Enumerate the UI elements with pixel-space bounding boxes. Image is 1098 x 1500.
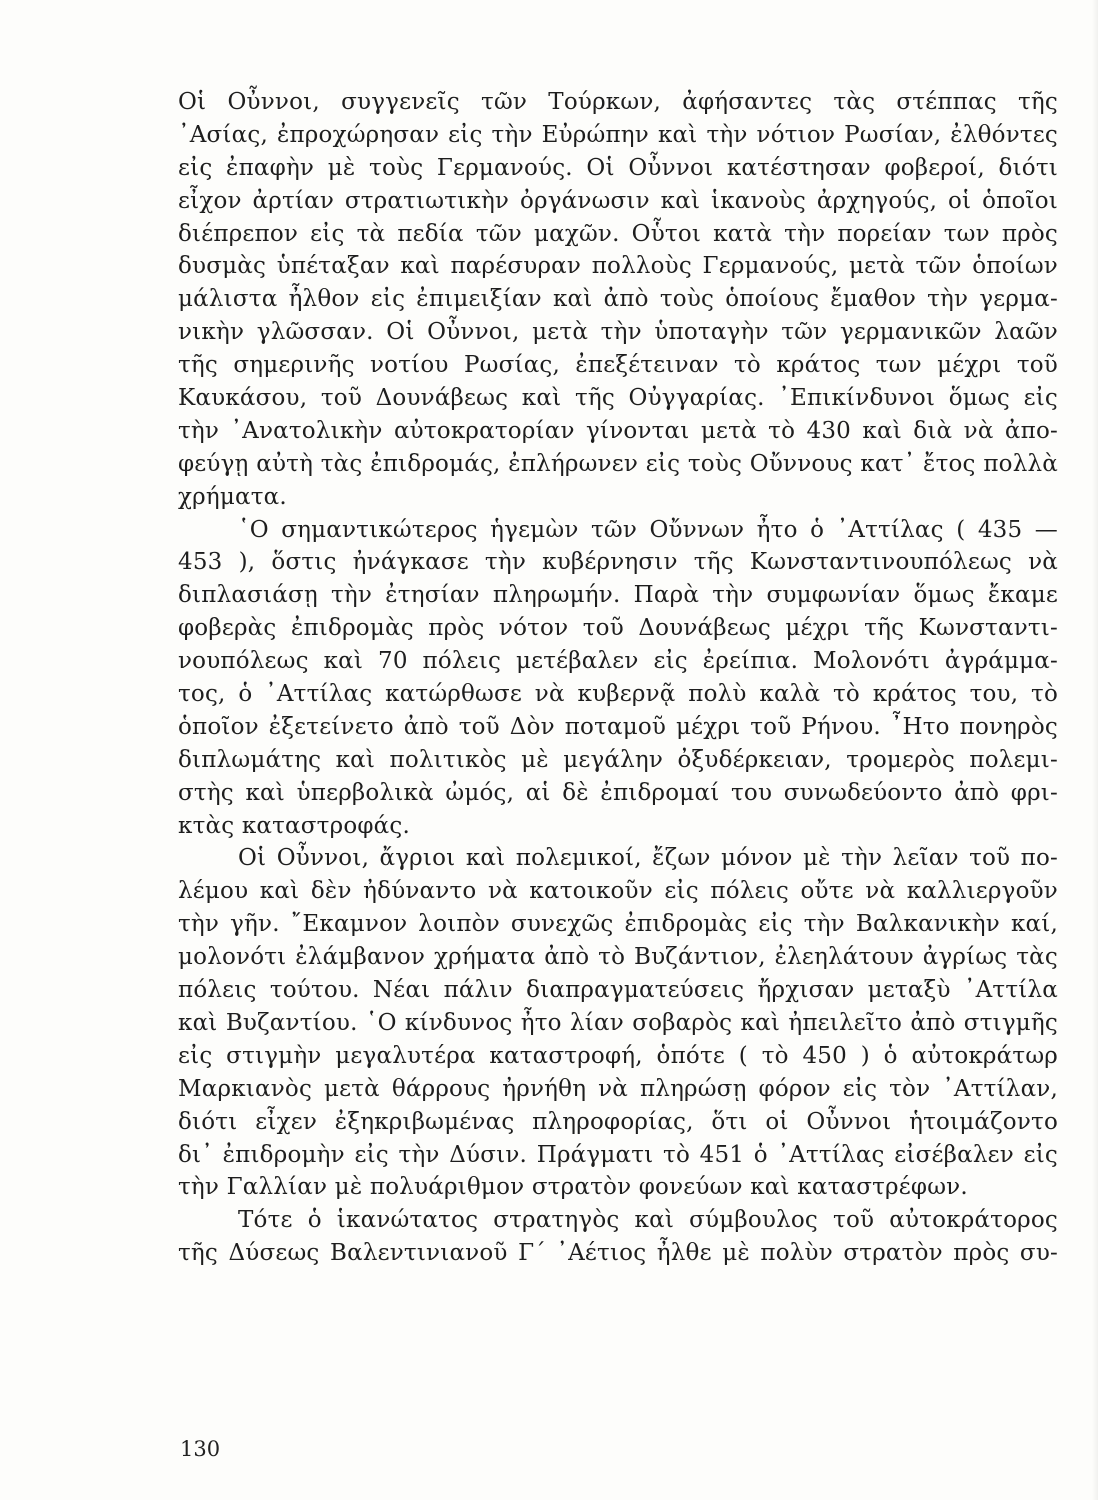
text-line: τῆς Δύσεως Βαλεντινιανοῦ Γ΄ ᾿Αέτιος ἦλθε μὲ πολὺν στρατὸν πρὸς συ- xyxy=(178,1240,1058,1267)
text-line: διπλωμάτης καὶ πολιτικὸς μὲ μεγάλην ὀξυδέρκειαν, τρομερὸς πολεμι- xyxy=(178,746,1058,773)
text-line: διότι εἶχεν ἐξηκριβωμένας πληροφορίας, ὅτι οἱ Οὖννοι ἡτοιμάζοντο xyxy=(178,1108,1058,1135)
text-line: στὴς καὶ ὑπερβολικὰ ὠμός, αἱ δὲ ἐπιδρομαί του συνωδεύοντο ἀπὸ φρι- xyxy=(178,779,1058,806)
text-line: τὴν Γαλλίαν μὲ πολυάριθμον στρατὸν φονεύων καὶ καταστρέφων. xyxy=(178,1174,968,1201)
text-line: διέπρεπον εἰς τὰ πεδία τῶν μαχῶν. Οὗτοι κατὰ τὴν πορείαν των πρὸς xyxy=(178,220,1058,247)
text-line: Μαρκιανὸς μετὰ θάρρους ἠρνήθη νὰ πληρώσῃ φόρον εἰς τὸν ᾿Αττίλαν, xyxy=(178,1075,1058,1102)
paragraph xyxy=(178,86,1058,514)
paragraph xyxy=(178,1204,1058,1270)
page-edge xyxy=(1092,0,1098,1500)
text-line: ῾Ο σημαντικώτερος ἡγεμὼν τῶν Οὔννων ἦτο ὁ ᾿Αττίλας ( 435 — xyxy=(238,516,1058,543)
text-line: Οἱ Οὖννοι, συγγενεῖς τῶν Τούρκων, ἀφήσαντες τὰς στέππας τῆς xyxy=(178,89,1058,115)
text-line: νικὴν γλῶσσαν. Οἱ Οὖννοι, μετὰ τὴν ὑποταγὴν τῶν γερμανικῶν λαῶν xyxy=(178,319,1058,346)
text-line: χρήματα. xyxy=(178,483,287,510)
text-line: τος, ὁ ᾿Αττίλας κατώρθωσε νὰ κυβερνᾷ πολὺ καλὰ τὸ κράτος του, τὸ xyxy=(178,681,1058,708)
body-text xyxy=(178,86,1058,1270)
text-line: 453 ), ὅστις ἠνάγκασε τὴν κυβέρνησιν τῆς Κωνσταντινουπόλεως νὰ xyxy=(178,549,1058,576)
text-line: κτὰς καταστροφάς. xyxy=(178,812,411,839)
text-line: δυσμὰς ὑπέταξαν καὶ παρέσυραν πολλοὺς Γερμανούς, μετὰ τῶν ὁποίων xyxy=(178,253,1058,280)
text-line: νουπόλεως καὶ 70 πόλεις μετέβαλεν εἰς ἐρείπια. Μολονότι ἀγράμμα- xyxy=(178,648,1058,675)
text-line: Τότε ὁ ἱκανώτατος στρατηγὸς καὶ σύμβουλος τοῦ αὐτοκράτορος xyxy=(238,1207,1058,1234)
text-line: ὁποῖον ἐξετείνετο ἀπὸ τοῦ Δὸν ποταμοῦ μέχρι τοῦ Ρήνου. ῏Ητο πονηρὸς xyxy=(178,713,1058,740)
text-line: δι᾿ ἐπιδρομὴν εἰς τὴν Δύσιν. Πράγματι τὸ 451 ὁ ᾿Αττίλας εἰσέβαλεν εἰς xyxy=(178,1141,1058,1168)
text-line: μάλιστα ἦλθον εἰς ἐπιμειξίαν καὶ ἀπὸ τοὺς ὁποίους ἔμαθον τὴν γερμα- xyxy=(178,286,1058,313)
text-line: μολονότι ἐλάμβανον χρήματα ἀπὸ τὸ Βυζάντιον, ἐλεηλάτουν ἀγρίως τὰς xyxy=(178,944,1058,971)
text-line: τὴν γῆν. ῎Εκαμνον λοιπὸν συνεχῶς ἐπιδρομὰς εἰς τὴν Βαλκανικὴν καί, xyxy=(178,911,1058,938)
text-line: φεύγῃ αὐτὴ τὰς ἐπιδρομάς, ἐπλήρωνεν εἰς τοὺς Οὔννους κατ᾿ ἔτος πολλὰ xyxy=(178,450,1058,477)
paragraph xyxy=(178,514,1058,843)
text-line: λέμου καὶ δὲν ἠδύναντο νὰ κατοικοῦν εἰς πόλεις οὔτε νὰ καλλιεργοῦν xyxy=(178,878,1058,905)
text-line: εἶχον ἀρτίαν στρατιωτικὴν ὀργάνωσιν καὶ ἱκανοὺς ἀρχηγούς, οἱ ὁποῖοι xyxy=(178,187,1058,214)
text-line: ᾿Ασίας, ἐπροχώρησαν εἰς τὴν Εὐρώπην καὶ τὴν νότιον Ρωσίαν, ἐλθόντες xyxy=(178,121,1058,148)
text-line: Οἱ Οὖννοι, ἄγριοι καὶ πολεμικοί, ἔζων μόνον μὲ τὴν λεῖαν τοῦ πο- xyxy=(238,845,1058,872)
text-line: πόλεις τούτου. Νέαι πάλιν διαπραγματεύσεις ἤρχισαν μεταξὺ ᾿Αττίλα xyxy=(178,977,1058,1004)
text-line: εἰς στιγμὴν μεγαλυτέρα καταστροφή, ὁπότε ( τὸ 450 ) ὁ αὐτοκράτωρ xyxy=(178,1042,1058,1069)
paragraph xyxy=(178,842,1058,1204)
page-number: 130 xyxy=(180,1437,221,1461)
text-line: τὴν ᾿Ανατολικὴν αὐτοκρατορίαν γίνονται μετὰ τὸ 430 καὶ διὰ νὰ ἀπο- xyxy=(178,417,1058,444)
text-line: εἰς ἐπαφὴν μὲ τοὺς Γερμανούς. Οἱ Οὖννοι κατέστησαν φοβεροί, διότι xyxy=(178,154,1058,181)
text-line: διπλασιάσῃ τὴν ἐτησίαν πληρωμήν. Παρὰ τὴν συμφωνίαν ὅμως ἔκαμε xyxy=(178,582,1058,609)
text-line: φοβερὰς ἐπιδρομὰς πρὸς νότον τοῦ Δουνάβεως μέχρι τῆς Κωνσταντι- xyxy=(178,615,1058,642)
text-line: καὶ Βυζαντίου. ῾Ο κίνδυνος ἦτο λίαν σοβαρὸς καὶ ἠπειλεῖτο ἀπὸ στιγμῆς xyxy=(178,1009,1058,1036)
text-line: Καυκάσου, τοῦ Δουνάβεως καὶ τῆς Οὐγγαρίας. ᾿Επικίνδυνοι ὅμως εἰς xyxy=(178,385,1058,412)
text-line: τῆς σημερινῆς νοτίου Ρωσίας, ἐπεξέτειναν τὸ κράτος των μέχρι τοῦ xyxy=(178,352,1058,379)
